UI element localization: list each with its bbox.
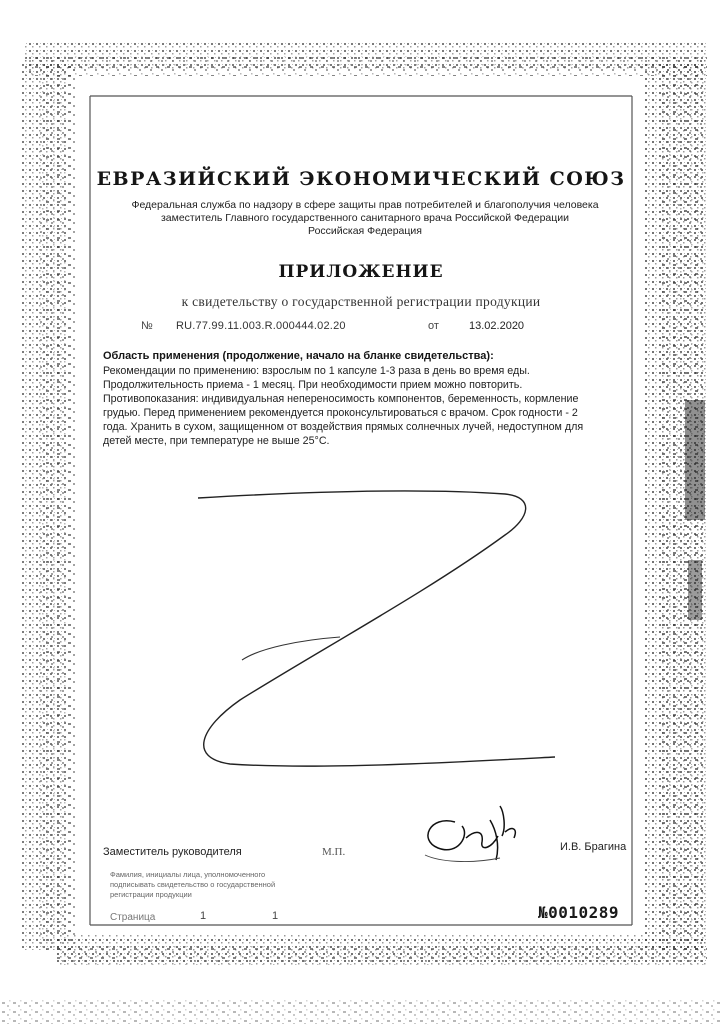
stamp-label: М.П. xyxy=(322,846,346,858)
scope-line: грудью. Перед применением рекомендуется проконсультироваться с врачом. Срок годности - 2 xyxy=(103,407,578,419)
form-number: №0010289 xyxy=(538,903,620,922)
page-label: Страница xyxy=(110,912,156,923)
authority-line-2: заместитель Главного государственного санитарного врача Российской Федерации xyxy=(160,212,570,224)
scope-line: Рекомендации по применению: взрослым по 1 капсуле 1-3 раза в день во время еды. xyxy=(103,365,530,377)
signatory-name: И.В. Брагина xyxy=(560,841,627,853)
certificate-number: RU.77.99.11.003.R.000444.02.20 xyxy=(176,320,346,332)
scope-line: детей месте, при температуре не выше 25°С. xyxy=(103,435,330,447)
certificate-date: 13.02.2020 xyxy=(469,320,525,332)
fine-print-line: регистрации продукции xyxy=(110,890,192,899)
union-title: ЕВРАЗИЙСКИЙ ЭКОНОМИЧЕСКИЙ СОЮЗ xyxy=(96,168,626,190)
scope-line: года. Хранить в сухом, защищенном от воздействия прямых солнечных лучей, недоступном для xyxy=(103,421,584,433)
appendix-title: ПРИЛОЖЕНИЕ xyxy=(278,262,444,282)
number-label: № xyxy=(141,320,153,332)
scope-heading: Область применения (продолжение, начало на бланке свидетельства): xyxy=(103,350,494,362)
scope-line: Противопоказания: индивидуальная непереносимость компонентов, беременность, кормление xyxy=(103,393,579,405)
fine-print-line: Фамилия, инициалы лица, уполномоченного xyxy=(110,870,266,879)
fine-print-line: подписывать свидетельство о государственной xyxy=(110,880,276,889)
page-number: 1 xyxy=(200,910,207,922)
appendix-subtitle: к свидетельству о государственной регистрации продукции xyxy=(181,294,541,309)
scope-line: Продолжительность приема - 1 месяц. При необходимости прием можно повторить. xyxy=(103,379,523,391)
date-label: от xyxy=(428,320,439,332)
authority-line-1: Федеральная служба по надзору в сфере защиты прав потребителей и благополучия человека xyxy=(131,199,599,211)
authority-line-3: Российская Федерация xyxy=(308,225,422,237)
signatory-title: Заместитель руководителя xyxy=(103,846,242,858)
page-total: 1 xyxy=(272,910,279,922)
